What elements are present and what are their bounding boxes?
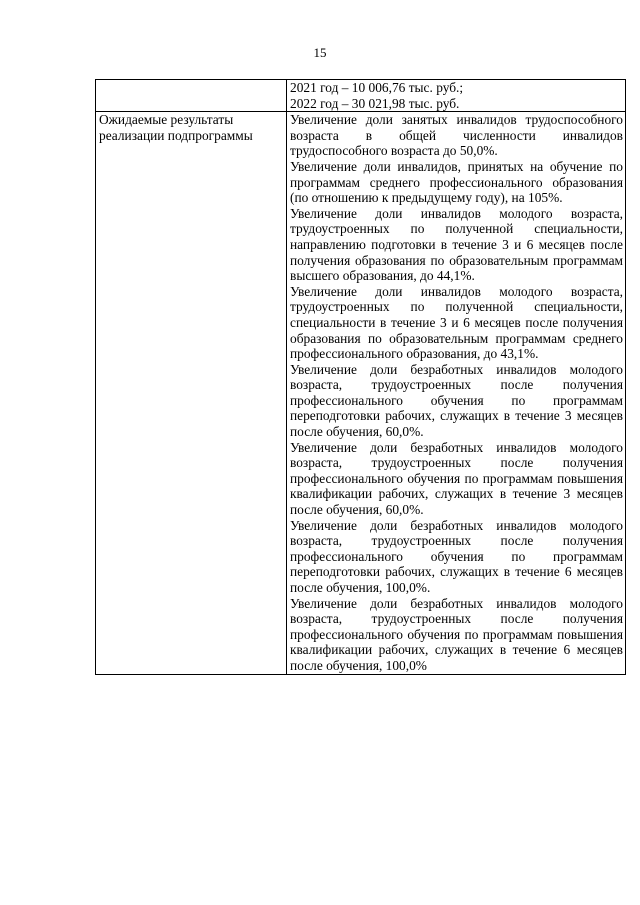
results-cell — [287, 112, 626, 674]
funding-line-2022: 2022 год – 30 021,98 тыс. руб. — [290, 95, 460, 111]
subprogram-passport-table — [95, 79, 626, 675]
result-item: Увеличение доли инвалидов молодого возраста, трудоустроенных по полученной специальности, направлению подготовки в течение 3 и 6 месяцев после получения образования по образовательным программам высшего образования, до 44,1%. — [290, 205, 623, 284]
result-item: Увеличение доли занятых инвалидов трудоспособного возраста в общей численности инвалидов трудоспособного возраста до 50,0%. — [290, 112, 623, 159]
result-item: Увеличение доли безработных инвалидов молодого возраста, трудоустроенных после получения профессионального обучения по программам повышения квалификации рабочих, служащих в течение 6 месяцев после обучения, 100,0% — [290, 595, 623, 673]
result-item: Увеличение доли инвалидов молодого возраста, трудоустроенных по полученной специальности, специальности в течение 3 и 6 месяцев после получения образования по образовательным программам среднего профессионального образования, до 43,1%. — [290, 283, 623, 362]
table-row-funding — [96, 80, 626, 112]
funding-cell — [287, 80, 626, 112]
result-item: Увеличение доли безработных инвалидов молодого возраста, трудоустроенных после получения профессионального обучения по программам повышения квалификации рабочих, служащих в течение 3 месяцев после обучения, 60,0%. — [290, 439, 623, 518]
result-item: Увеличение доли безработных инвалидов молодого возраста, трудоустроенных после получения профессионального обучения по программам переподготовки рабочих, служащих в течение 6 месяцев после обучения, 100,0%. — [290, 517, 623, 595]
table-cell-empty — [96, 80, 287, 112]
table-row-results — [96, 112, 626, 674]
result-item: Увеличение доли инвалидов, принятых на обучение по программам среднего профессионального образования (по отношению к предыдущему году), на 105%. — [290, 158, 623, 206]
page-number: 15 — [313, 45, 327, 60]
result-item: Увеличение доли безработных инвалидов молодого возраста, трудоустроенных после получения профессионального обучения по программам переподготовки рабочих, служащих в течение 3 месяцев после обучения, 60,0%. — [290, 361, 623, 440]
funding-line-2021: 2021 год – 10 006,76 тыс. руб.; — [290, 80, 464, 95]
results-label: Ожидаемые результаты реализации подпрограммы — [96, 112, 287, 674]
